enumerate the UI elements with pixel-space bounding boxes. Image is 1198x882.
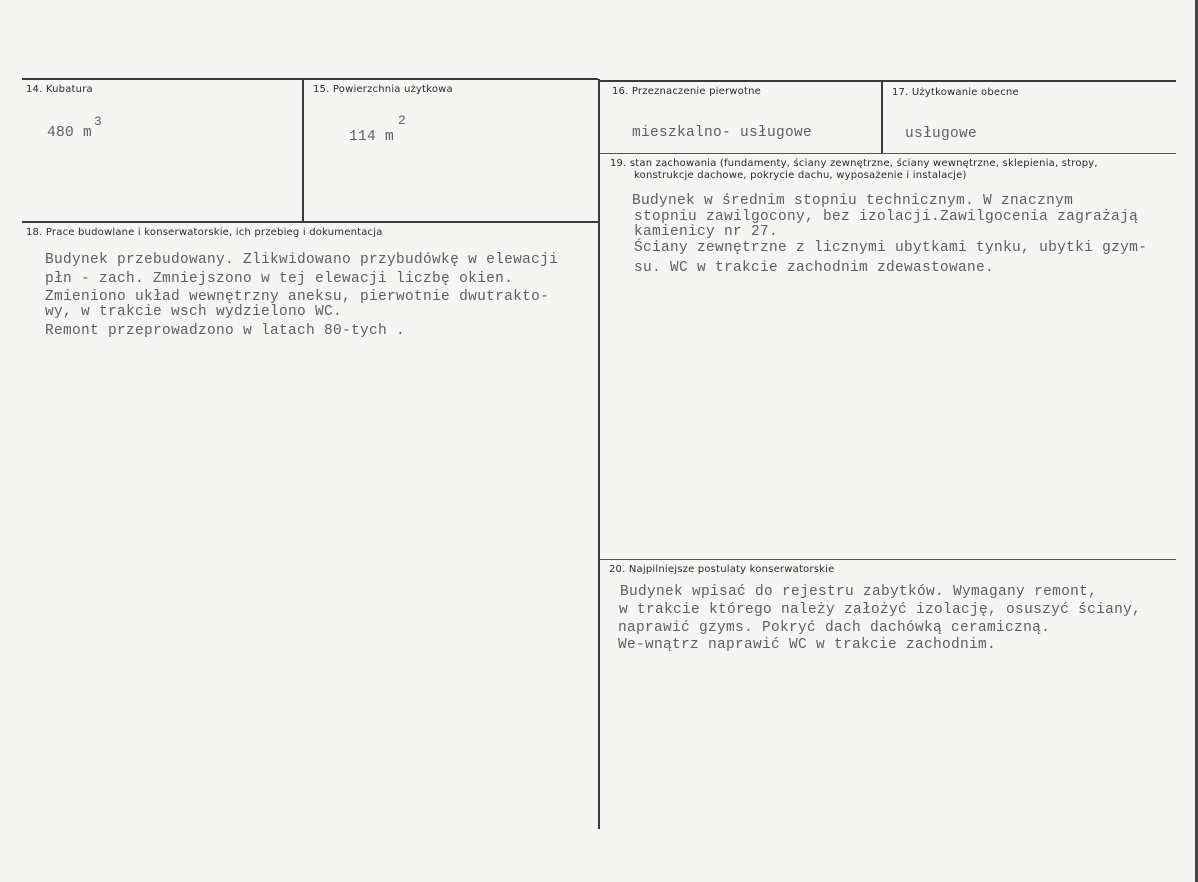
field-16-value: mieszkalno- usługowe <box>632 125 813 141</box>
top-rule-left <box>22 78 598 80</box>
field-19-line-5: su. WC w trakcie zachodnim zdewastowane. <box>634 260 995 276</box>
field-15-value: 114 m <box>349 129 395 145</box>
field-19-label-cont: konstrukcje dachowe, pokrycie dachu, wyposażenie i instalacje) <box>634 170 967 181</box>
field-18-line-5: Remont przeprowadzono w latach 80-tych . <box>45 323 406 339</box>
field-19-label: 19. stan zachowania (fundamenty, ściany zewnętrzne, ściany wewnętrzne, sklepienia, stropy, <box>610 158 1098 169</box>
field-16-label: 16. Przeznaczenie pierwotne <box>612 86 762 97</box>
field-17-value: usługowe <box>905 126 978 142</box>
field-14-label: 14. Kubatura <box>26 84 93 95</box>
field-19-line-2: stopniu zawilgocony, bez izolacji.Zawilgocenia zagrażają <box>634 209 1139 225</box>
rule-19-20 <box>600 559 1176 560</box>
field-18-line-1: Budynek przebudowany. Zlikwidowano przybudówkę w elewacji <box>45 252 559 268</box>
field-15-exponent: 2 <box>398 113 406 128</box>
field-19-line-4: Ściany zewnętrzne z licznymi ubytkami tynku, ubytki gzym- <box>634 240 1148 256</box>
field-20-line-4: We-wnątrz naprawić WC w trakcie zachodnim. <box>618 637 997 653</box>
divider-16-17 <box>881 81 883 153</box>
field-20-line-2: w trakcie którego należy założyć izolację, osuszyć ściany, <box>619 602 1142 618</box>
field-19-line-1: Budynek w średnim stopniu technicznym. W znacznym <box>632 193 1074 209</box>
field-15-label: 15. Powierzchnia użytkowa <box>313 84 453 95</box>
field-18-line-4: wy, w trakcie wsch wydzielono WC. <box>45 304 343 320</box>
field-18-label: 18. Prace budowlane i konserwatorskie, ich przebieg i dokumentacja <box>26 227 383 238</box>
field-19-line-3: kamienicy nr 27. <box>634 224 779 240</box>
field-20-line-3: naprawić gzyms. Pokryć dach dachówką ceramiczną. <box>618 620 1051 636</box>
field-14-exponent: 3 <box>94 114 102 129</box>
top-rule-right <box>600 80 1176 82</box>
divider-14-15 <box>302 79 304 221</box>
rule-16-19 <box>600 153 1176 154</box>
field-20-line-1: Budynek wpisać do rejestru zabytków. Wymagany remont, <box>620 584 1098 600</box>
field-18-line-2: płn - zach. Zmniejszono w tej elewacji liczbę okien. <box>45 271 514 287</box>
center-divider <box>598 79 600 829</box>
field-18-line-3: Zmieniono układ wewnętrzny aneksu, pierwotnie dwutrakto- <box>45 289 550 305</box>
field-17-label: 17. Użytkowanie obecne <box>892 87 1019 98</box>
field-14-value: 480 m <box>47 125 93 141</box>
rule-14-18 <box>22 221 598 223</box>
field-20-label: 20. Najpilniejsze postulaty konserwatorskie <box>609 564 835 575</box>
